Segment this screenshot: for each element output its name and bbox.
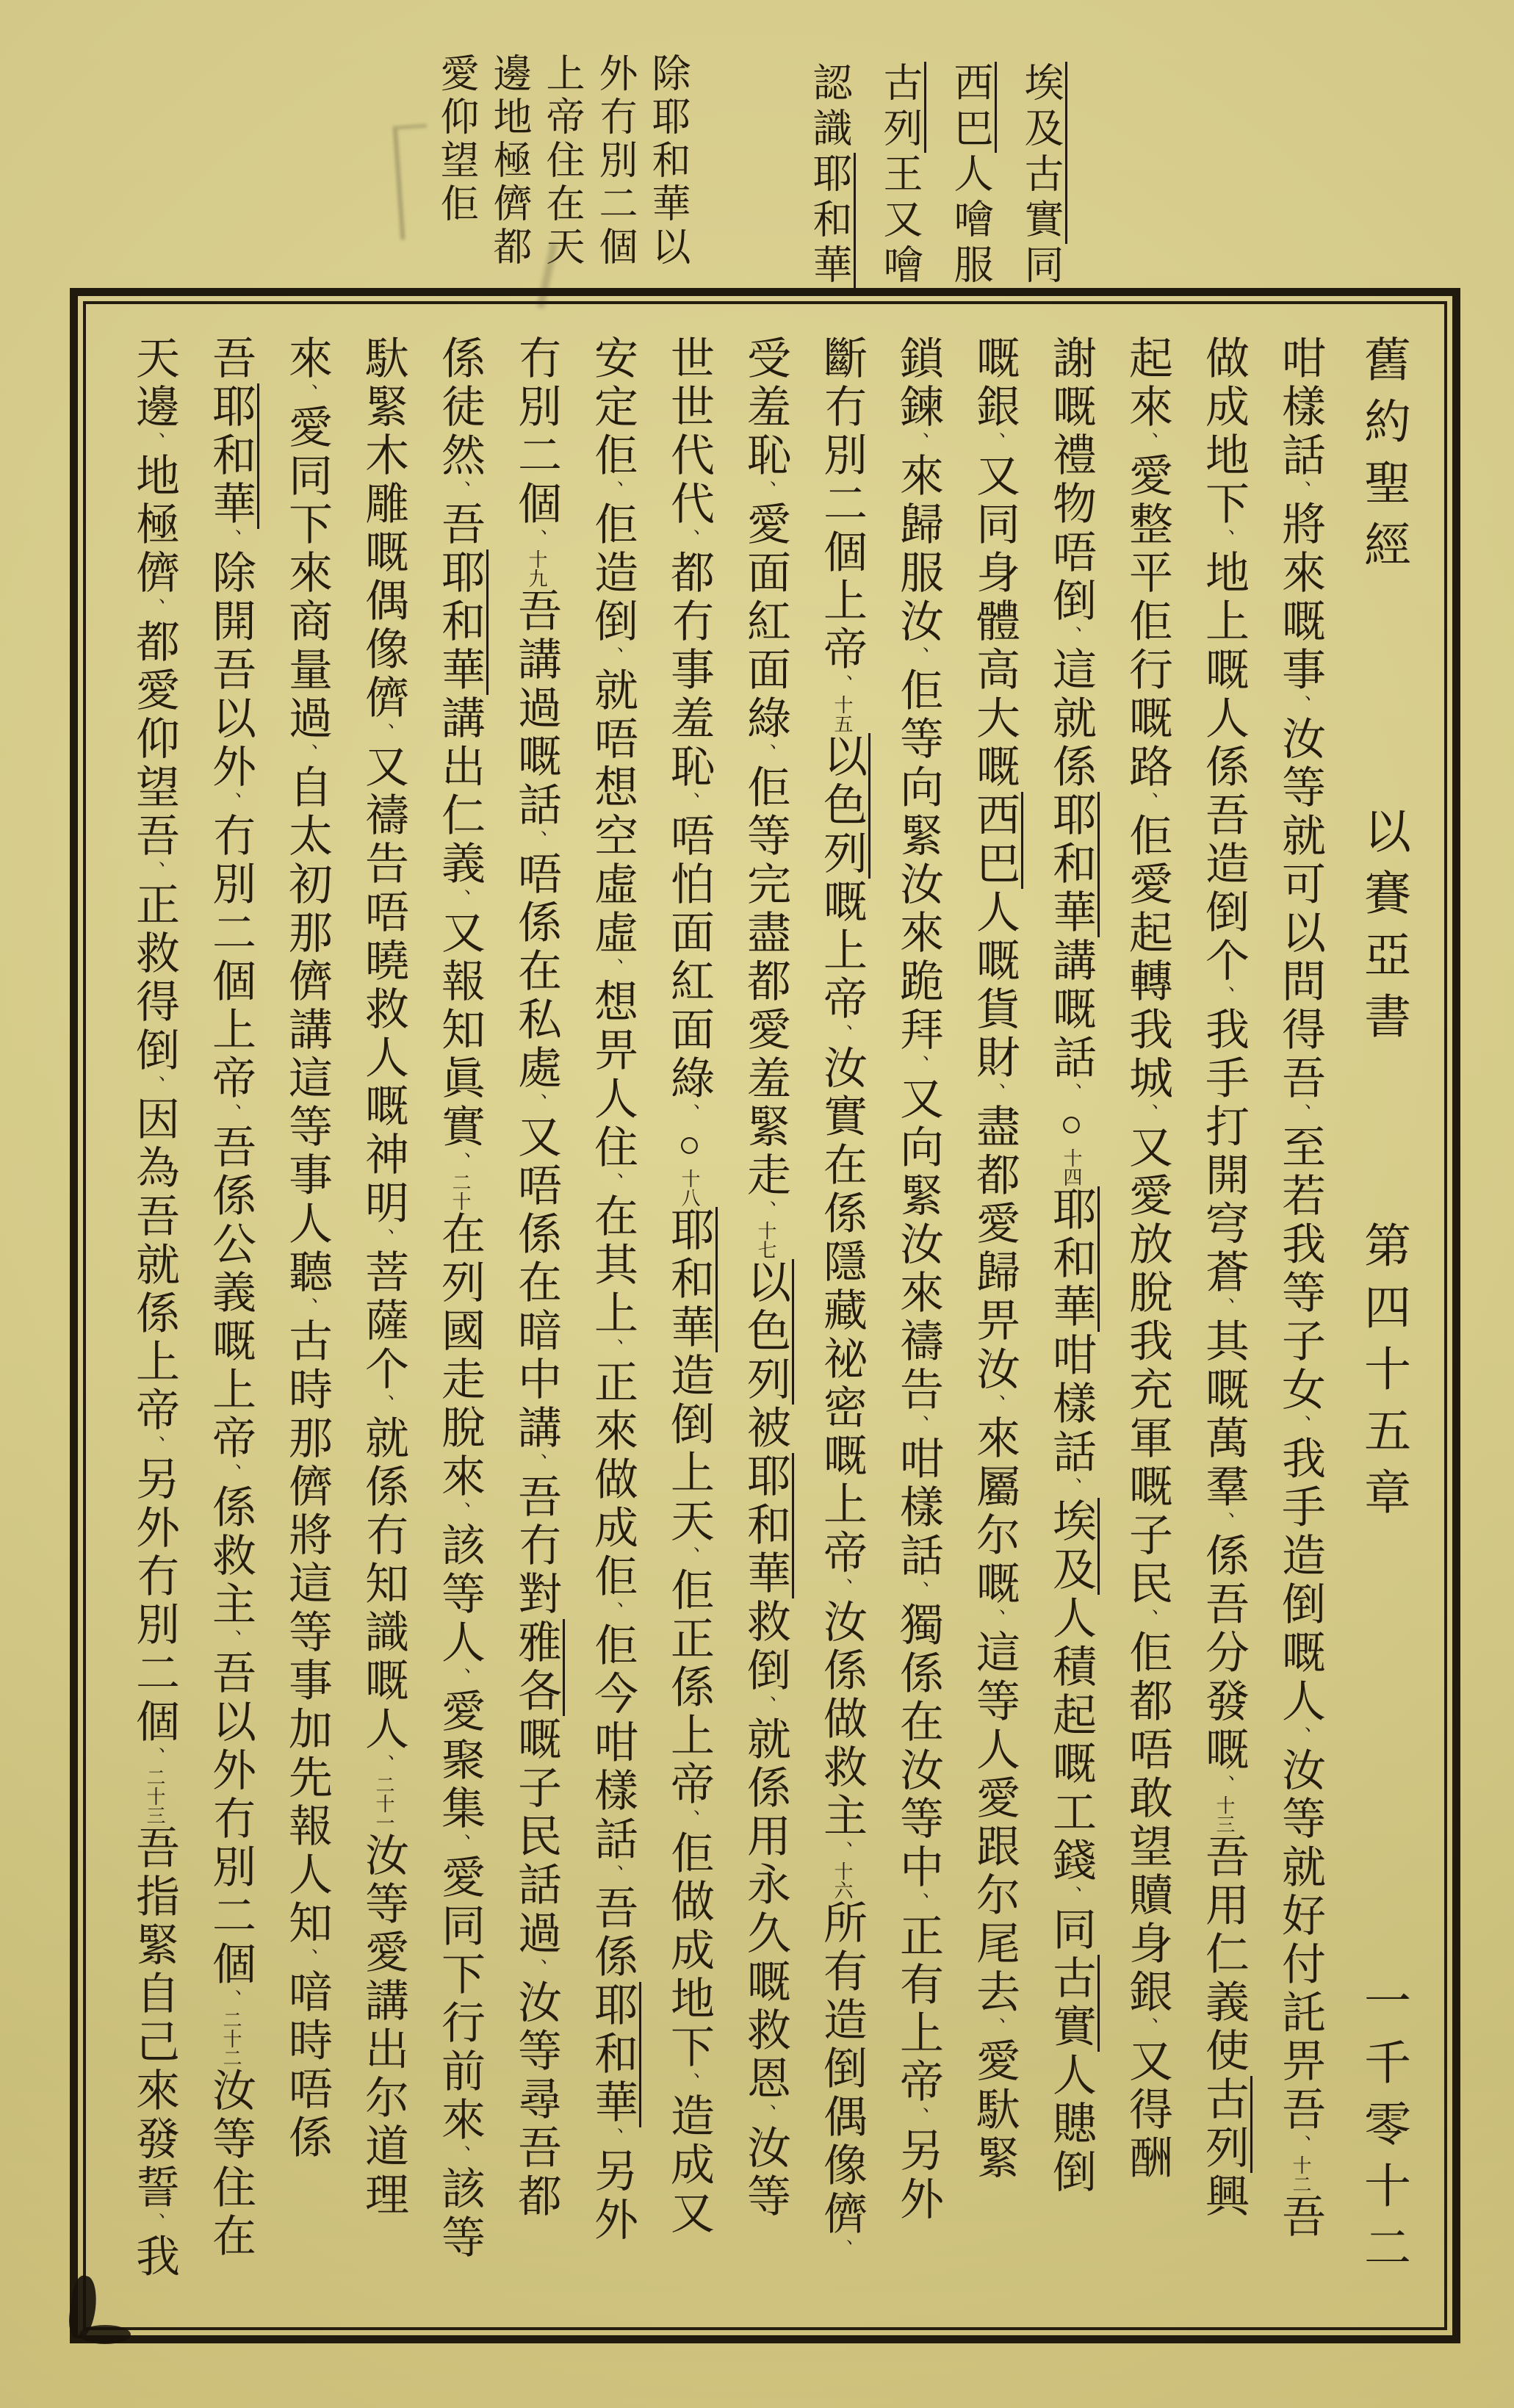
book-name: 以賽亞書 bbox=[1358, 807, 1410, 1053]
page-border bbox=[70, 288, 1460, 2343]
margin-note-left bbox=[430, 53, 694, 286]
proper-noun: 耶和華 bbox=[807, 153, 856, 289]
body-text-column: 安定佢、佢造倒、就唔想空虛虛、想畀人住、在其上、正來做成佢、佢今咁樣話、吾係耶和華、另外 bbox=[574, 335, 651, 2313]
page-border-inner bbox=[83, 301, 1447, 2330]
reading-mark: 、 bbox=[220, 1629, 242, 1650]
reading-mark: 、 bbox=[602, 1864, 624, 1885]
page-number: 一千零十二 bbox=[1358, 1976, 1410, 2285]
reading-mark: 、 bbox=[297, 1297, 318, 1318]
reading-mark: 、 bbox=[526, 1453, 547, 1474]
reading-mark: 、 bbox=[144, 861, 165, 882]
reading-mark: 、 bbox=[1137, 792, 1158, 812]
verse-number: 二十一 bbox=[373, 1775, 394, 1832]
margin-note-column: 外冇別二個 bbox=[594, 53, 636, 270]
section-circle: ○ bbox=[668, 1124, 710, 1169]
margin-note-column: 愛仰望佢 bbox=[435, 53, 477, 226]
reading-mark: 、 bbox=[602, 480, 624, 501]
reading-mark: 、 bbox=[144, 2213, 165, 2233]
body-text-column: 受羞恥、愛面紅面綠、佢等完盡都愛羞緊走、十七以色列被耶和華救倒、就係用永久嘅救恩、汝等 bbox=[727, 335, 804, 2313]
reading-mark: 、 bbox=[220, 529, 242, 549]
proper-noun: 耶和華 bbox=[665, 1207, 718, 1352]
margin-note-column: 邊地極儕都 bbox=[488, 53, 530, 270]
body-text-column: 世世代代、都冇事羞恥、唔怕面紅面綠、○十八耶和華造倒上天、佢正係上帝、佢做成地下、造成又 bbox=[651, 335, 727, 2313]
chapter-heading: 第四十五章 bbox=[1358, 1221, 1410, 1529]
proper-noun: 耶和華 bbox=[1047, 792, 1100, 937]
reading-mark: 、 bbox=[679, 529, 700, 549]
reading-mark: 、 bbox=[1214, 1775, 1235, 1795]
body-text-column: 做成地下、地上嘅人係吾造倒个、我手打開穹蒼、其嘅萬羣、係吾分發嘅、十三吾用仁義使古列興 bbox=[1186, 335, 1262, 2313]
reading-mark: 、 bbox=[1214, 1512, 1235, 1532]
reading-mark: 、 bbox=[602, 1172, 624, 1193]
reading-mark: 、 bbox=[984, 1609, 1006, 1629]
reading-mark: 、 bbox=[526, 1093, 547, 1114]
reading-mark: 、 bbox=[679, 2072, 700, 2093]
reading-mark: 、 bbox=[908, 1415, 929, 1435]
reading-mark: 、 bbox=[832, 1841, 853, 1861]
body-text-column: 咁樣話、將來嘅事、汝等就可以問得吾、至若我等子女、我手造倒嘅人、汝等就好付託畀吾、十二吾 bbox=[1276, 335, 1324, 2242]
reading-mark: 、 bbox=[679, 1546, 700, 1567]
reading-mark: 、 bbox=[832, 1024, 853, 1045]
reading-mark: 、 bbox=[220, 1989, 242, 2010]
reading-mark: 、 bbox=[450, 1668, 471, 1688]
reading-mark: 、 bbox=[832, 2239, 853, 2260]
proper-noun: 古列 bbox=[878, 62, 926, 153]
ink-smudge bbox=[79, 2325, 131, 2344]
reading-mark: 、 bbox=[602, 646, 624, 667]
body-text-column: 鎖鍊、來歸服汝、佢等向緊汝來跪拜、又向緊汝來禱告、咁樣話、獨係在汝等中、正有上帝、另外 bbox=[894, 335, 942, 2224]
reading-mark: 、 bbox=[602, 958, 624, 978]
reading-mark: 、 bbox=[908, 1055, 929, 1075]
reading-mark: 、 bbox=[984, 1083, 1006, 1103]
reading-mark: 、 bbox=[144, 1435, 165, 1456]
proper-noun: 耶和華 bbox=[206, 383, 259, 529]
margin-note-column: 西巴人噲服 bbox=[935, 62, 1006, 304]
reading-mark: 、 bbox=[373, 1228, 394, 1249]
proper-noun: 埃及 bbox=[1047, 1498, 1100, 1595]
reading-mark: 、 bbox=[908, 2107, 929, 2127]
body-text-column: 冇別二個、十九吾講過嘅話、唔係在私處、又唔係在暗中講、吾冇對雅各嘅子民話過、汝等尋吾都 bbox=[498, 335, 574, 2313]
proper-noun: 埃及 bbox=[1019, 62, 1067, 153]
reading-mark: 、 bbox=[1061, 1886, 1082, 1906]
margin-note-column: 認識耶和華 bbox=[794, 62, 865, 304]
reading-mark: 、 bbox=[297, 383, 318, 404]
reading-mark: 、 bbox=[1290, 1415, 1311, 1435]
reading-mark: 、 bbox=[1214, 1297, 1235, 1318]
reading-mark: 、 bbox=[450, 1834, 471, 1854]
reading-mark: 、 bbox=[679, 792, 700, 812]
proper-noun: 雅各 bbox=[512, 1619, 565, 1716]
reading-mark: 、 bbox=[832, 674, 853, 695]
reading-mark: 、 bbox=[832, 1578, 853, 1598]
reading-mark: 、 bbox=[526, 1958, 547, 1979]
reading-mark: 、 bbox=[755, 1695, 776, 1716]
book-series-title: 舊約聖經 bbox=[1358, 335, 1410, 582]
reading-mark: 、 bbox=[220, 792, 242, 812]
verse-number: 十三 bbox=[1214, 1795, 1235, 1834]
reading-mark: 、 bbox=[602, 1338, 624, 1359]
reading-mark: 、 bbox=[373, 1754, 394, 1775]
proper-noun: 耶和華 bbox=[1047, 1186, 1100, 1332]
reading-mark: 、 bbox=[373, 723, 394, 743]
body-text-column: 吾耶和華、除開吾以外、冇別二個上帝、吾係公義嘅上帝、係救主、吾以外冇別二個、二十二汝等住在 bbox=[192, 335, 269, 2313]
margin-note-column: 上帝住在天 bbox=[541, 53, 583, 270]
reading-mark: 、 bbox=[1137, 2017, 1158, 2038]
reading-mark: 、 bbox=[984, 1394, 1006, 1415]
reading-mark: 、 bbox=[602, 2127, 624, 2148]
reading-mark: 、 bbox=[144, 598, 165, 619]
proper-noun: 以色列 bbox=[818, 733, 870, 879]
verse-number: 十九 bbox=[526, 549, 547, 588]
reading-mark: 、 bbox=[1137, 1609, 1158, 1629]
reading-mark: 、 bbox=[450, 889, 471, 909]
reading-mark: 、 bbox=[755, 743, 776, 764]
reading-mark: 、 bbox=[450, 480, 471, 501]
reading-mark: 、 bbox=[984, 432, 1006, 453]
body-text-column: 天邊、地極儕、都愛仰望吾、正救得倒、因為吾就係上帝、另外冇別二個、二十三吾指緊自己來發誓、我 bbox=[130, 335, 179, 2282]
reading-mark: 、 bbox=[1214, 529, 1235, 549]
verse-number: 二十 bbox=[450, 1172, 471, 1211]
reading-mark: 、 bbox=[1290, 2135, 1311, 2155]
verse-number: 十八 bbox=[679, 1169, 700, 1207]
reading-mark: 、 bbox=[1061, 626, 1082, 646]
reading-mark: 、 bbox=[1061, 1477, 1082, 1498]
reading-mark: 、 bbox=[144, 1075, 165, 1096]
proper-noun: 西巴 bbox=[970, 792, 1023, 889]
verse-number: 十六 bbox=[832, 1861, 853, 1900]
proper-noun: 古實 bbox=[1047, 1955, 1100, 2052]
reading-mark: 、 bbox=[908, 432, 929, 453]
reading-mark: 、 bbox=[679, 1809, 700, 1830]
reading-mark: 、 bbox=[1290, 1726, 1311, 1747]
reading-mark: 、 bbox=[908, 646, 929, 667]
body-text-column: 係徒然、吾耶和華講出仁義、又報知眞實、二十在列國走脫來、該等人、愛聚集、愛同下行前來、該等 bbox=[422, 335, 498, 2313]
pencil-smudge bbox=[393, 124, 435, 240]
reading-mark: 、 bbox=[908, 1581, 929, 1601]
reading-mark: 、 bbox=[297, 743, 318, 764]
verse-number: 十五 bbox=[832, 695, 853, 733]
proper-noun: 以色列 bbox=[741, 1259, 794, 1405]
reading-mark: 、 bbox=[1290, 695, 1311, 715]
reading-mark: 、 bbox=[144, 1747, 165, 1767]
body-text-column: 斷冇別二個上帝、十五以色列嘅上帝、汝實在係隱藏祕密嘅上帝、汝係做救主、十六所有造倒偶像儕、 bbox=[804, 335, 880, 2313]
reading-mark: 、 bbox=[526, 529, 547, 549]
margin-note-column: 埃及古實同 bbox=[1006, 62, 1076, 304]
margin-note-column: 除耶和華以 bbox=[646, 53, 689, 270]
body-text-column: 謝嘅禮物唔倒、這就係耶和華講嘅話、○十四耶和華咁樣話、埃及人積起嘅工錢、同古實人贃倒 bbox=[1033, 335, 1109, 2313]
reading-mark: 、 bbox=[450, 1152, 471, 1172]
reading-mark: 、 bbox=[220, 1103, 242, 1124]
reading-mark: 、 bbox=[1290, 480, 1311, 501]
section-circle: ○ bbox=[1050, 1103, 1092, 1148]
reading-mark: 、 bbox=[450, 1502, 471, 1522]
verse-number: 十七 bbox=[755, 1221, 776, 1259]
proper-noun: 古列 bbox=[1200, 2076, 1252, 2173]
reading-mark: 、 bbox=[755, 480, 776, 501]
title-column bbox=[1338, 335, 1428, 2313]
proper-noun: 古實 bbox=[1019, 153, 1067, 244]
reading-mark: 、 bbox=[220, 1463, 242, 1484]
reading-mark: 、 bbox=[526, 830, 547, 851]
reading-mark: 、 bbox=[602, 1601, 624, 1622]
reading-mark: 、 bbox=[144, 432, 165, 453]
verse-number: 十二 bbox=[1290, 2155, 1311, 2193]
reading-mark: 、 bbox=[1061, 1083, 1082, 1103]
reading-mark: 、 bbox=[297, 1948, 318, 1969]
reading-mark: 、 bbox=[679, 1103, 700, 1124]
reading-mark: 、 bbox=[755, 1200, 776, 1221]
proper-noun: 耶和華 bbox=[741, 1453, 794, 1598]
text-block bbox=[98, 335, 1428, 2313]
margin-note-column: 古列王又噲 bbox=[865, 62, 935, 304]
body-text-column: 嘅銀、又同身體高大嘅西巴人嘅貨財、盡都愛歸畀汝、來屬尔嘅、這等人愛跟尔尾去、愛馱緊 bbox=[956, 335, 1033, 2313]
reading-mark: 、 bbox=[755, 2104, 776, 2124]
body-text-column: 來、愛同下來商量過、自太初那儕講這等事人聽、古時那儕將這等事加先報人知、喑時唔係 bbox=[283, 335, 331, 2163]
proper-noun: 耶和華 bbox=[588, 1982, 641, 2127]
reading-mark: 、 bbox=[984, 2017, 1006, 2038]
margin-note-right bbox=[794, 62, 1076, 304]
verse-number: 二十三 bbox=[144, 1767, 165, 1825]
reading-mark: 、 bbox=[373, 1394, 394, 1415]
proper-noun: 西巴 bbox=[948, 62, 997, 153]
reading-mark: 、 bbox=[908, 1892, 929, 1913]
reading-mark: 、 bbox=[450, 2145, 471, 2166]
reading-mark: 、 bbox=[1290, 1103, 1311, 1124]
verse-number: 二十二 bbox=[220, 2010, 242, 2067]
reading-mark: 、 bbox=[1137, 432, 1158, 453]
verse-number: 十四 bbox=[1061, 1148, 1082, 1186]
body-text-column: 起來、愛整平佢行嘅路、佢愛起轉我城、又愛放脫我充軍嘅子民、佢都唔敢望贖身銀、又得酬 bbox=[1123, 335, 1172, 2183]
proper-noun: 耶和華 bbox=[436, 549, 489, 695]
reading-mark: 、 bbox=[1137, 1103, 1158, 1124]
body-text-column: 馱緊木雕嘅偶像儕、又禱告唔曉救人嘅神明、菩薩个、就係冇知識嘅人、二十一汝等愛講出尔道理 bbox=[359, 335, 408, 2220]
reading-mark: 、 bbox=[1214, 986, 1235, 1006]
